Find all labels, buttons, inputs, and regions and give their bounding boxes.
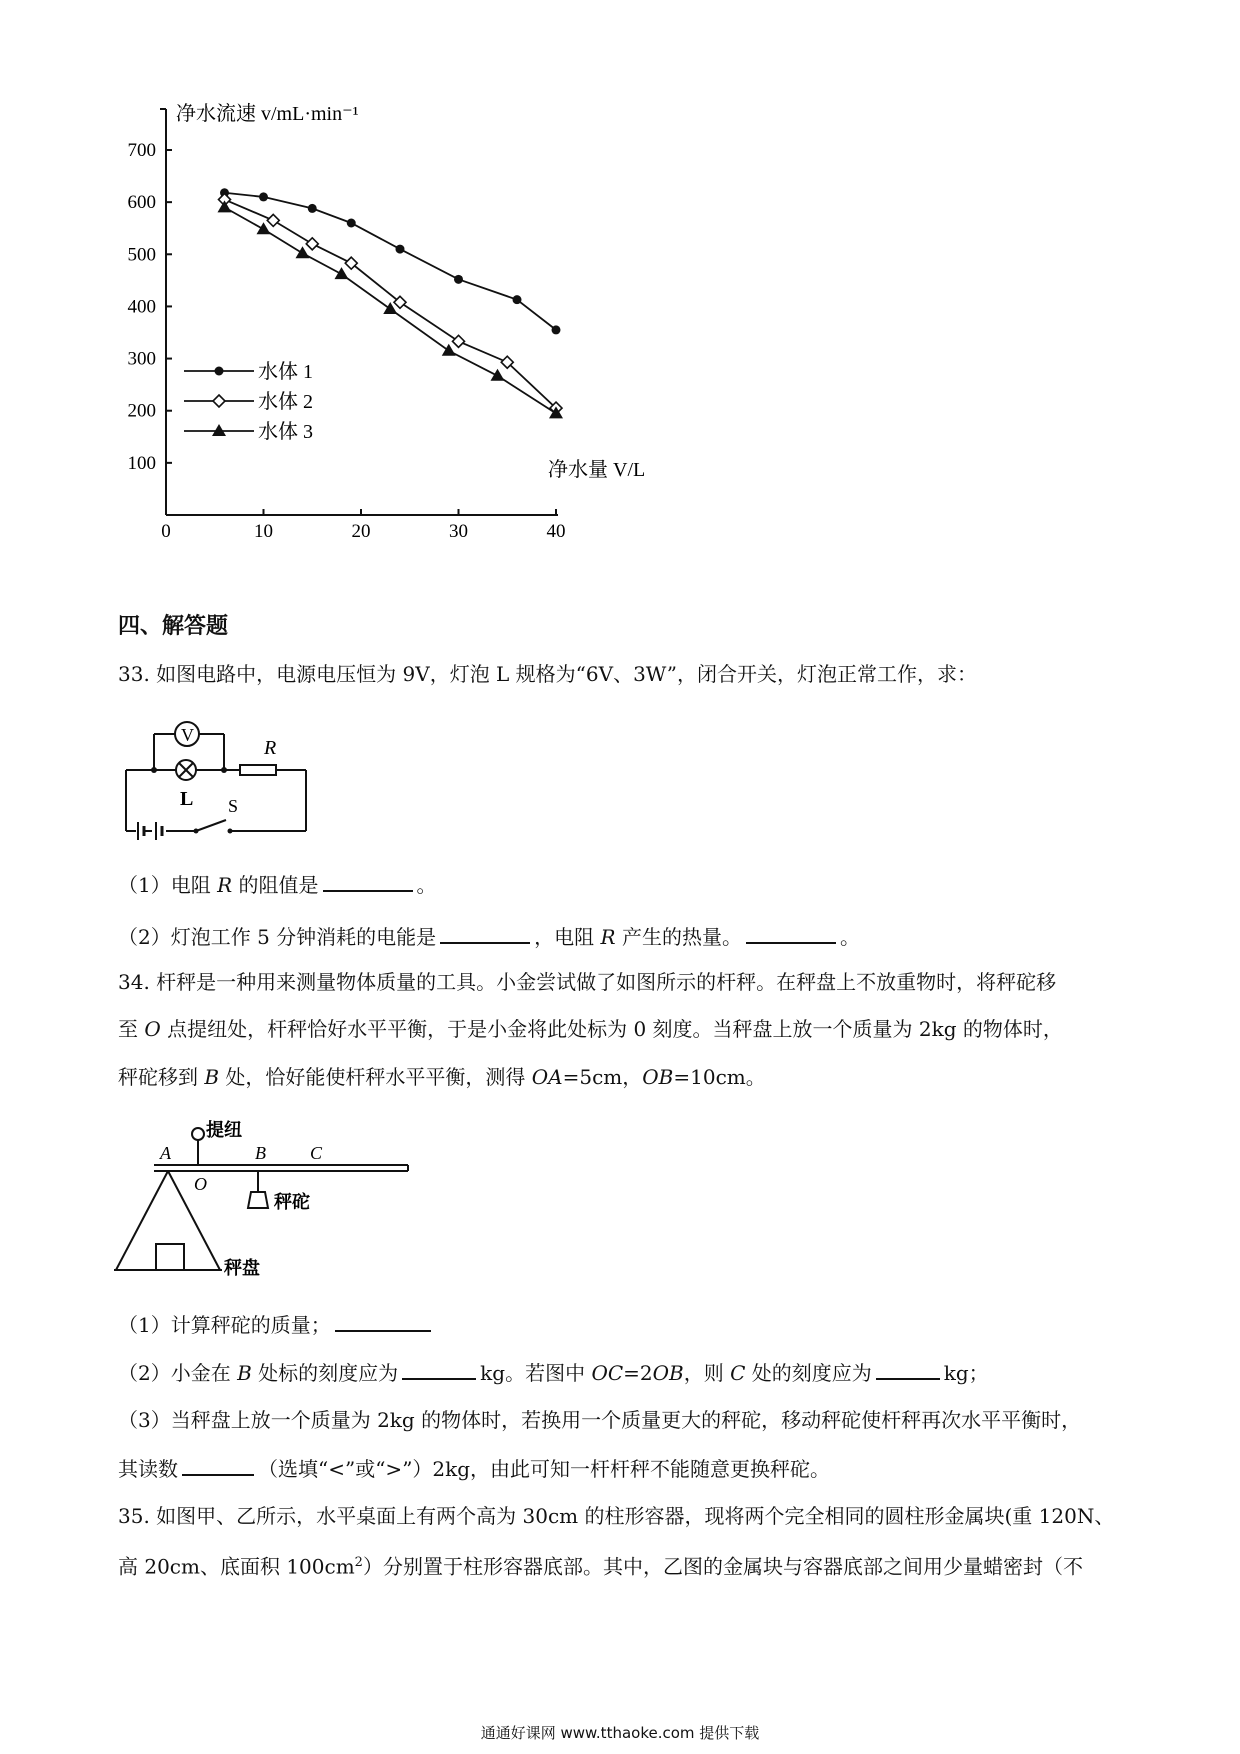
data-point-series-1 [259,192,268,201]
switch-label: S [228,796,239,816]
y-tick-label: 600 [127,192,156,214]
footer-source: 通通好课网 www.tthaoke.com 提供下载 [480,1724,760,1742]
pan-object [156,1244,184,1270]
steelyard-label-c: C [310,1143,323,1163]
data-point-series-1 [396,245,405,254]
legend-marker-3 [212,424,226,436]
x-tick-label: 0 [161,521,171,542]
data-point-series-1 [552,325,561,334]
steelyard-label-b: B [255,1143,266,1163]
chart-axes [128,109,566,542]
q33-p2-heat-blank[interactable] [746,922,836,944]
q33-p2-energy-blank[interactable] [440,922,530,944]
data-point-series-2 [306,238,318,250]
x-tick-label: 40 [546,521,566,542]
q35-line1: 35. 如图甲、乙所示，水平桌面上有两个高为 30cm 的柱形容器，现将两个完全相同的圆柱形金属块(重 120N、 [118,1504,1115,1528]
q34-line2: 至 O 点提纽处，杆秤恰好水平平衡，于是小金将此处标为 0 刻度。当秤盘上放一个质量为 2kg 的物体时， [118,1017,1063,1041]
resistor-symbol [240,765,276,775]
q34-part1: （1）计算秤砣的质量； [118,1310,435,1339]
data-point-series-3 [257,222,271,234]
y-tick-label: 200 [127,400,156,422]
steelyard-label-chengtuo: 秤砣 [274,1192,310,1212]
lamp-label: L [180,788,194,810]
chart-legend [184,360,313,443]
q34-steelyard-diagram [110,1114,420,1288]
legend-label-3: 水体 3 [258,421,313,443]
y-tick-label: 400 [127,296,156,318]
steelyard-label-tiniu: 提纽 [206,1120,242,1140]
resistor-label: R [264,737,277,759]
lift-knob [192,1128,204,1140]
x-tick-label: 30 [449,521,468,542]
y-tick-label: 300 [127,348,156,370]
flow-rate-chart [100,95,700,555]
q34-line1: 34. 杆秤是一种用来测量物体质量的工具。小金尝试做了如图所示的杆秤。在秤盘上不放重物时，将秤砣移 [118,970,1057,994]
data-point-series-1 [308,204,317,213]
q34-part3-line1: （3）当秤盘上放一个质量为 2kg 的物体时，若换用一个质量更大的秤砣，移动秤砣使杆秤再次水平平衡时， [118,1408,1082,1432]
steelyard-label-chengpan: 秤盘 [224,1258,260,1278]
q33-part2: （2）灯泡工作 5 分钟消耗的电能是 ，电阻 R 产生的热量。 。 [118,922,860,951]
x-tick-label: 10 [254,521,273,542]
data-point-series-1 [513,295,522,304]
q34-part3-line2: 其读数 （选填“<”或“>”）2kg，由此可知一杆杆秤不能随意更换秤砣。 [118,1454,830,1483]
data-point-series-1 [347,219,356,228]
data-point-series-1 [454,275,463,284]
steelyard-label-o: O [194,1174,207,1194]
q33-p1-answer-blank[interactable] [323,870,413,892]
y-tick-label: 500 [127,244,156,266]
data-point-series-2 [267,214,279,226]
y-axis-label: 净水流速 v/mL·min⁻¹ [176,103,359,125]
q34-p3-answer-blank[interactable] [182,1454,254,1476]
data-point-series-3 [296,246,310,258]
q34-p1-answer-blank[interactable] [335,1310,431,1332]
q35-line2: 高 20cm、底面积 $100cm^2$）分别置于柱形容器底部。其中，乙图的金属块与容器底部之间用少量蜡密封（不 [118,1554,1083,1579]
switch-blade [196,820,226,831]
q33-stem: 33. 如图电路中，电源电压恒为 9V，灯泡 L 规格为“6V、3W”，闭合开关，灯泡正常工作，求： [118,662,977,686]
data-point-series-2 [453,335,465,347]
q33-circuit-diagram [118,714,318,846]
data-point-series-3 [335,267,349,279]
section-title: 四、解答题 [118,614,229,639]
pan-string-left [116,1171,168,1270]
q33-part1: （1）电阻 R 的阻值是 。 [118,870,437,899]
legend-marker-2 [213,395,225,407]
y-tick-label: 100 [127,452,156,474]
legend-label-1: 水体 1 [258,361,313,383]
q34-p2-b-scale-blank[interactable] [402,1358,476,1380]
chart-series [218,188,564,418]
legend-label-2: 水体 2 [258,391,313,413]
q34-p2-c-scale-blank[interactable] [876,1358,940,1380]
x-axis-label: 净水量 V/L [548,459,646,481]
data-point-series-3 [491,369,505,381]
q34-part2: （2）小金在 B 处标的刻度应为 kg。若图中 OC=2OB，则 C 处的刻度应为 kg； [118,1358,989,1387]
legend-marker-1 [215,367,224,376]
q34-line3: 秤砣移到 B 处，恰好能使杆秤水平平衡，测得 OA=5cm，OB=10cm。 [118,1065,766,1089]
counterweight [248,1192,268,1208]
x-tick-label: 20 [351,521,371,542]
voltmeter-label: V [181,725,194,745]
data-point-series-3 [442,344,456,356]
y-tick-label: 700 [127,140,156,161]
steelyard-label-a: A [160,1143,171,1163]
